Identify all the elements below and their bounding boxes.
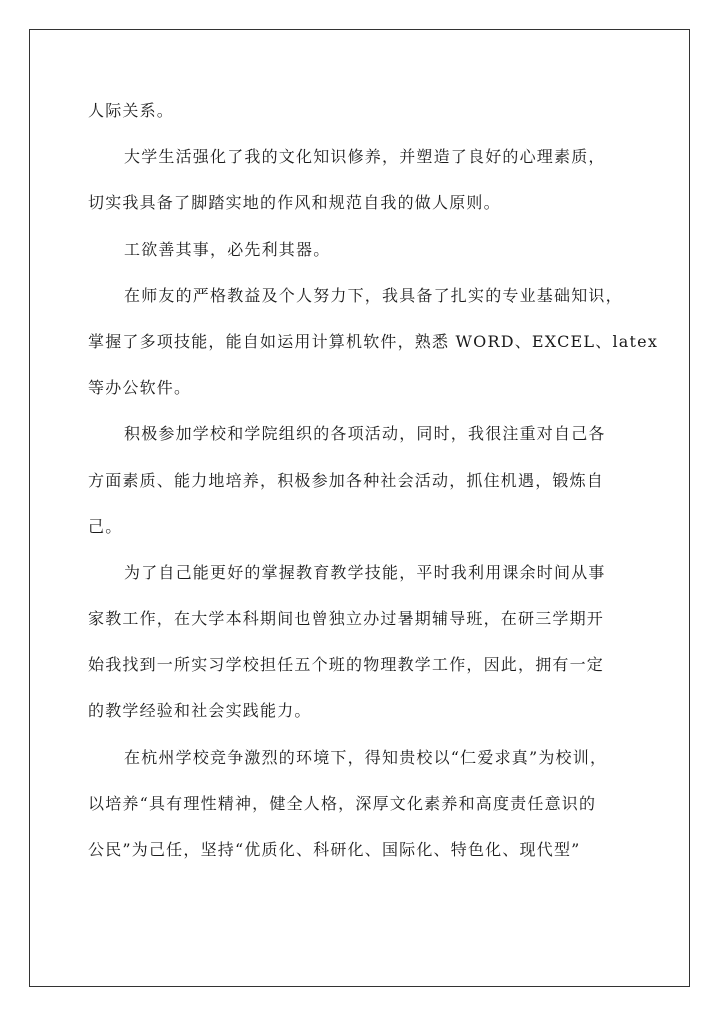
text-line: 在师友的严格教益及个人努力下，我具备了扎实的专业基础知识， [124, 285, 623, 305]
text-line: 己。 [88, 516, 123, 536]
document-body [88, 88, 659, 873]
text-line: 始我找到一所实习学校担任五个班的物理教学工作，因此，拥有一定 [88, 655, 605, 675]
text-line: 掌握了多项技能，能自如运用计算机软件，熟悉 WORD、EXCEL、latex [88, 331, 659, 351]
text-line: 大学生活强化了我的文化知识修养，并塑造了良好的心理素质， [124, 147, 606, 167]
text-line: 为了自己能更好的掌握教育教学技能，平时我利用课余时间从事 [124, 562, 606, 582]
text-line: 积极参加学校和学院组织的各项活动，同时，我很注重对自己各 [124, 424, 606, 444]
text-line: 人际关系。 [88, 101, 175, 120]
text-line: 工欲善其事，必先利其器。 [124, 239, 331, 259]
text-line: 在杭州学校竞争激烈的环境下，得知贵校以“仁爱求真”为校训， [124, 747, 608, 767]
text-line: 以培养“具有理性精神，健全人格，深厚文化素养和高度责任意识的 [88, 793, 597, 813]
text-line: 家教工作，在大学本科期间也曾独立办过暑期辅导班，在研三学期开 [88, 609, 605, 629]
text-line: 公民”为己任，坚持“优质化、科研化、国际化、特色化、现代型” [88, 840, 581, 859]
text-line: 的教学经验和社会实践能力。 [88, 701, 312, 721]
text-line: 方面素质、能力地培养，积极参加各种社会活动，抓住机遇，锻炼自 [88, 470, 605, 490]
text-line: 等办公软件。 [88, 378, 192, 398]
text-line: 切实我具备了脚踏实地的作风和规范自我的做人原则。 [88, 193, 501, 213]
